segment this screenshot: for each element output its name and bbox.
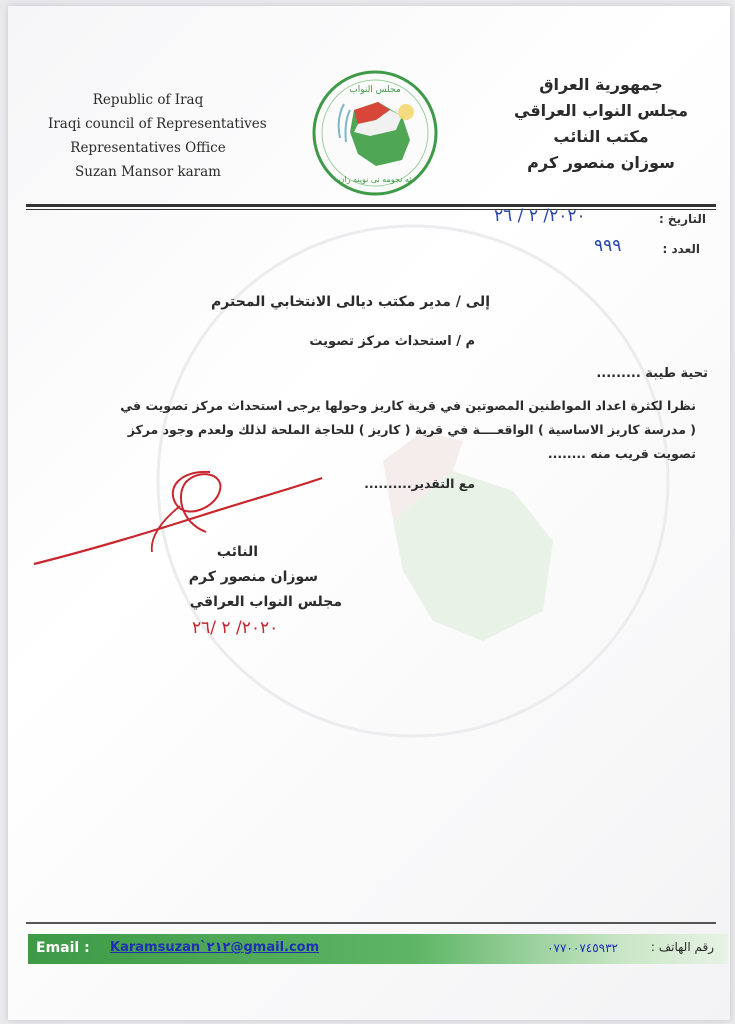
arabic-line-council: مجلس النواب العراقي: [514, 101, 688, 120]
date-label: التاريخ :: [658, 212, 706, 226]
email-label: Email :: [36, 940, 90, 956]
arabic-line-office: مكتب النائب: [553, 127, 649, 146]
logo-text-top: مجلس النواب: [349, 85, 401, 95]
greeting-line: تحية طيبة .........: [596, 366, 708, 381]
letter-sheet: [8, 6, 730, 1020]
signature-name: سوزان منصور كرم: [188, 569, 318, 585]
subject-line: م / استحداث مركز تصويت: [309, 334, 475, 349]
body-line-1: نظرا لكثرة اعداد المواطنين المصوتين في قرية كاريز وحولها يرجى استحداث مركز تصويت في: [120, 398, 696, 413]
logo-text-bottom: ئه نجومه نى نوينه ران: [338, 175, 412, 184]
arabic-line-republic: جمهورية العراق: [539, 75, 663, 94]
phone-number: ٠٧٧٠٠٧٤٥٩٣٢: [547, 941, 618, 955]
header-divider-thin: [26, 209, 716, 210]
english-line-name: Suzan Mansor karam: [75, 164, 221, 180]
header-divider-thick: [26, 204, 716, 207]
date-value: ٢٠٢٠/ ٢ / ٢٦: [494, 206, 586, 226]
signature-organization: مجلس النواب العراقي: [189, 594, 342, 610]
recipient-line: إلى / مدير مكتب ديالى الانتخابي المحترم: [211, 294, 490, 310]
footer-divider: [26, 922, 716, 924]
number-value: ٩٩٩: [594, 236, 622, 256]
number-label: العدد :: [662, 242, 700, 256]
arabic-line-name: سوزان منصور كرم: [527, 153, 675, 172]
english-letterhead: [48, 88, 267, 184]
signature-date: ٢٠٢٠/ ٢ /٢٦: [192, 618, 279, 638]
contact-footer: [28, 934, 728, 964]
closing-line: مع التقدير..........: [364, 476, 475, 491]
english-line-council: Iraqi council of Representatives: [48, 116, 267, 132]
phone-label: رقم الهاتف :: [650, 940, 714, 954]
parliament-logo: [310, 68, 440, 198]
arabic-letterhead: [496, 72, 706, 176]
body-line-2: ( مدرسة كاريز الاساسية ) الواقعــــة في قرية ( كاريز ) للحاجة الملحة لذلك ولعدم وجود مركز: [127, 422, 696, 437]
handwritten-signature: [30, 466, 330, 576]
signature-title: النائب: [216, 544, 258, 560]
email-link[interactable]: Karamsuzan`٢١٢@gmail.com: [110, 940, 320, 955]
english-line-office: Representatives Office: [70, 140, 226, 156]
english-line-republic: Republic of Iraq: [92, 92, 204, 108]
body-line-3: تصويت قريب منه ........: [547, 446, 696, 461]
